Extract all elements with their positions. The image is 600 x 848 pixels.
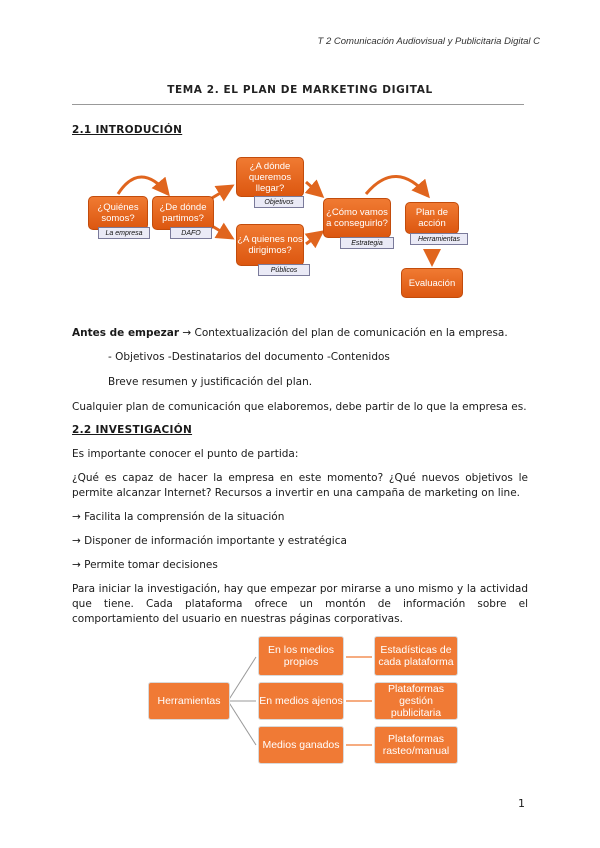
tree-box-medios-ajenos: En medios ajenos xyxy=(258,682,344,720)
flow-label-publicos: Públicos xyxy=(258,264,310,276)
flow-label-dafo: DAFO xyxy=(170,227,212,239)
resumen-line: Breve resumen y justificación del plan. xyxy=(108,376,313,388)
section-heading-introduccion: 2.1 INTRODUCIÓN xyxy=(72,124,183,136)
investigacion-questions: ¿Qué es capaz de hacer la empresa en este momento? ¿Qué nuevos objetivos le permite alcanzar Internet? Recursos a invertir en una campaña de marketing on line. xyxy=(72,472,528,499)
tree-line-propios xyxy=(228,657,256,701)
para-iniciar: Para iniciar la investigación, hay que empezar por mirarse a uno mismo y la actividad que tiene. Cada plataforma ofrece un montón de información sobre el comportamiento del usuario en nuestras páginas corporativas. xyxy=(72,583,528,625)
tree-box-plataformas-rasteo: Plataformas rasteo/manual xyxy=(374,726,458,764)
tree-box-medios-propios: En los medios propios xyxy=(258,636,344,676)
running-header: T 2 Comunicación Audiovisual y Publicitaria Digital C xyxy=(317,36,540,47)
flow-box-a-quienes: ¿A quienes nos dirigimos? xyxy=(236,224,304,266)
flow-box-donde-partimos: ¿De dónde partimos? xyxy=(152,196,214,230)
tree-box-estadisticas: Estadísticas de cada plataforma xyxy=(374,636,458,676)
bullet-1: → Facilita la comprensión de la situación xyxy=(72,511,285,523)
bullet-2: → Disponer de información importante y estratégica xyxy=(72,535,347,547)
cualquier-plan: Cualquier plan de comunicación que elaboremos, debe partir de lo que la empresa es. xyxy=(72,401,527,413)
page-number: 1 xyxy=(518,797,525,810)
investigacion-intro: Es importante conocer el punto de partida: xyxy=(72,448,299,460)
flow-box-evaluacion: Evaluación xyxy=(401,268,463,298)
flow-label-la-empresa: La empresa xyxy=(98,227,150,239)
tree-box-herramientas: Herramientas xyxy=(148,682,230,720)
flow-box-como: ¿Cómo vamos a conseguirlo? xyxy=(323,198,391,238)
bullet-3: → Permite tomar decisiones xyxy=(72,559,218,571)
flow-box-quienes: ¿Quiénes somos? xyxy=(88,196,148,230)
contents-list-line: - Objetivos -Destinatarios del documento -Contenidos xyxy=(108,351,390,363)
flow-box-plan-accion: Plan de acción xyxy=(405,202,459,234)
flow-label-objetivos: Objetivos xyxy=(254,196,304,208)
section-heading-investigacion: 2.2 INVESTIGACIÓN xyxy=(72,424,193,436)
tree-line-ganados xyxy=(228,701,256,745)
flow-label-herramientas: Herramientas xyxy=(410,233,468,245)
flow-label-estrategia: Estrategia xyxy=(340,237,394,249)
flow-box-donde-queremos: ¿A dónde queremos llegar? xyxy=(236,157,304,197)
antes-bold: Antes de empezar xyxy=(72,327,180,339)
tree-box-plataformas-gestion: Plataformas gestión publicitaria xyxy=(374,682,458,720)
document-title: TEMA 2. EL PLAN DE MARKETING DIGITAL xyxy=(167,84,433,96)
antes-rest: → Contextualización del plan de comunicación en la empresa. xyxy=(179,327,508,339)
tree-box-medios-ganados: Medios ganados xyxy=(258,726,344,764)
